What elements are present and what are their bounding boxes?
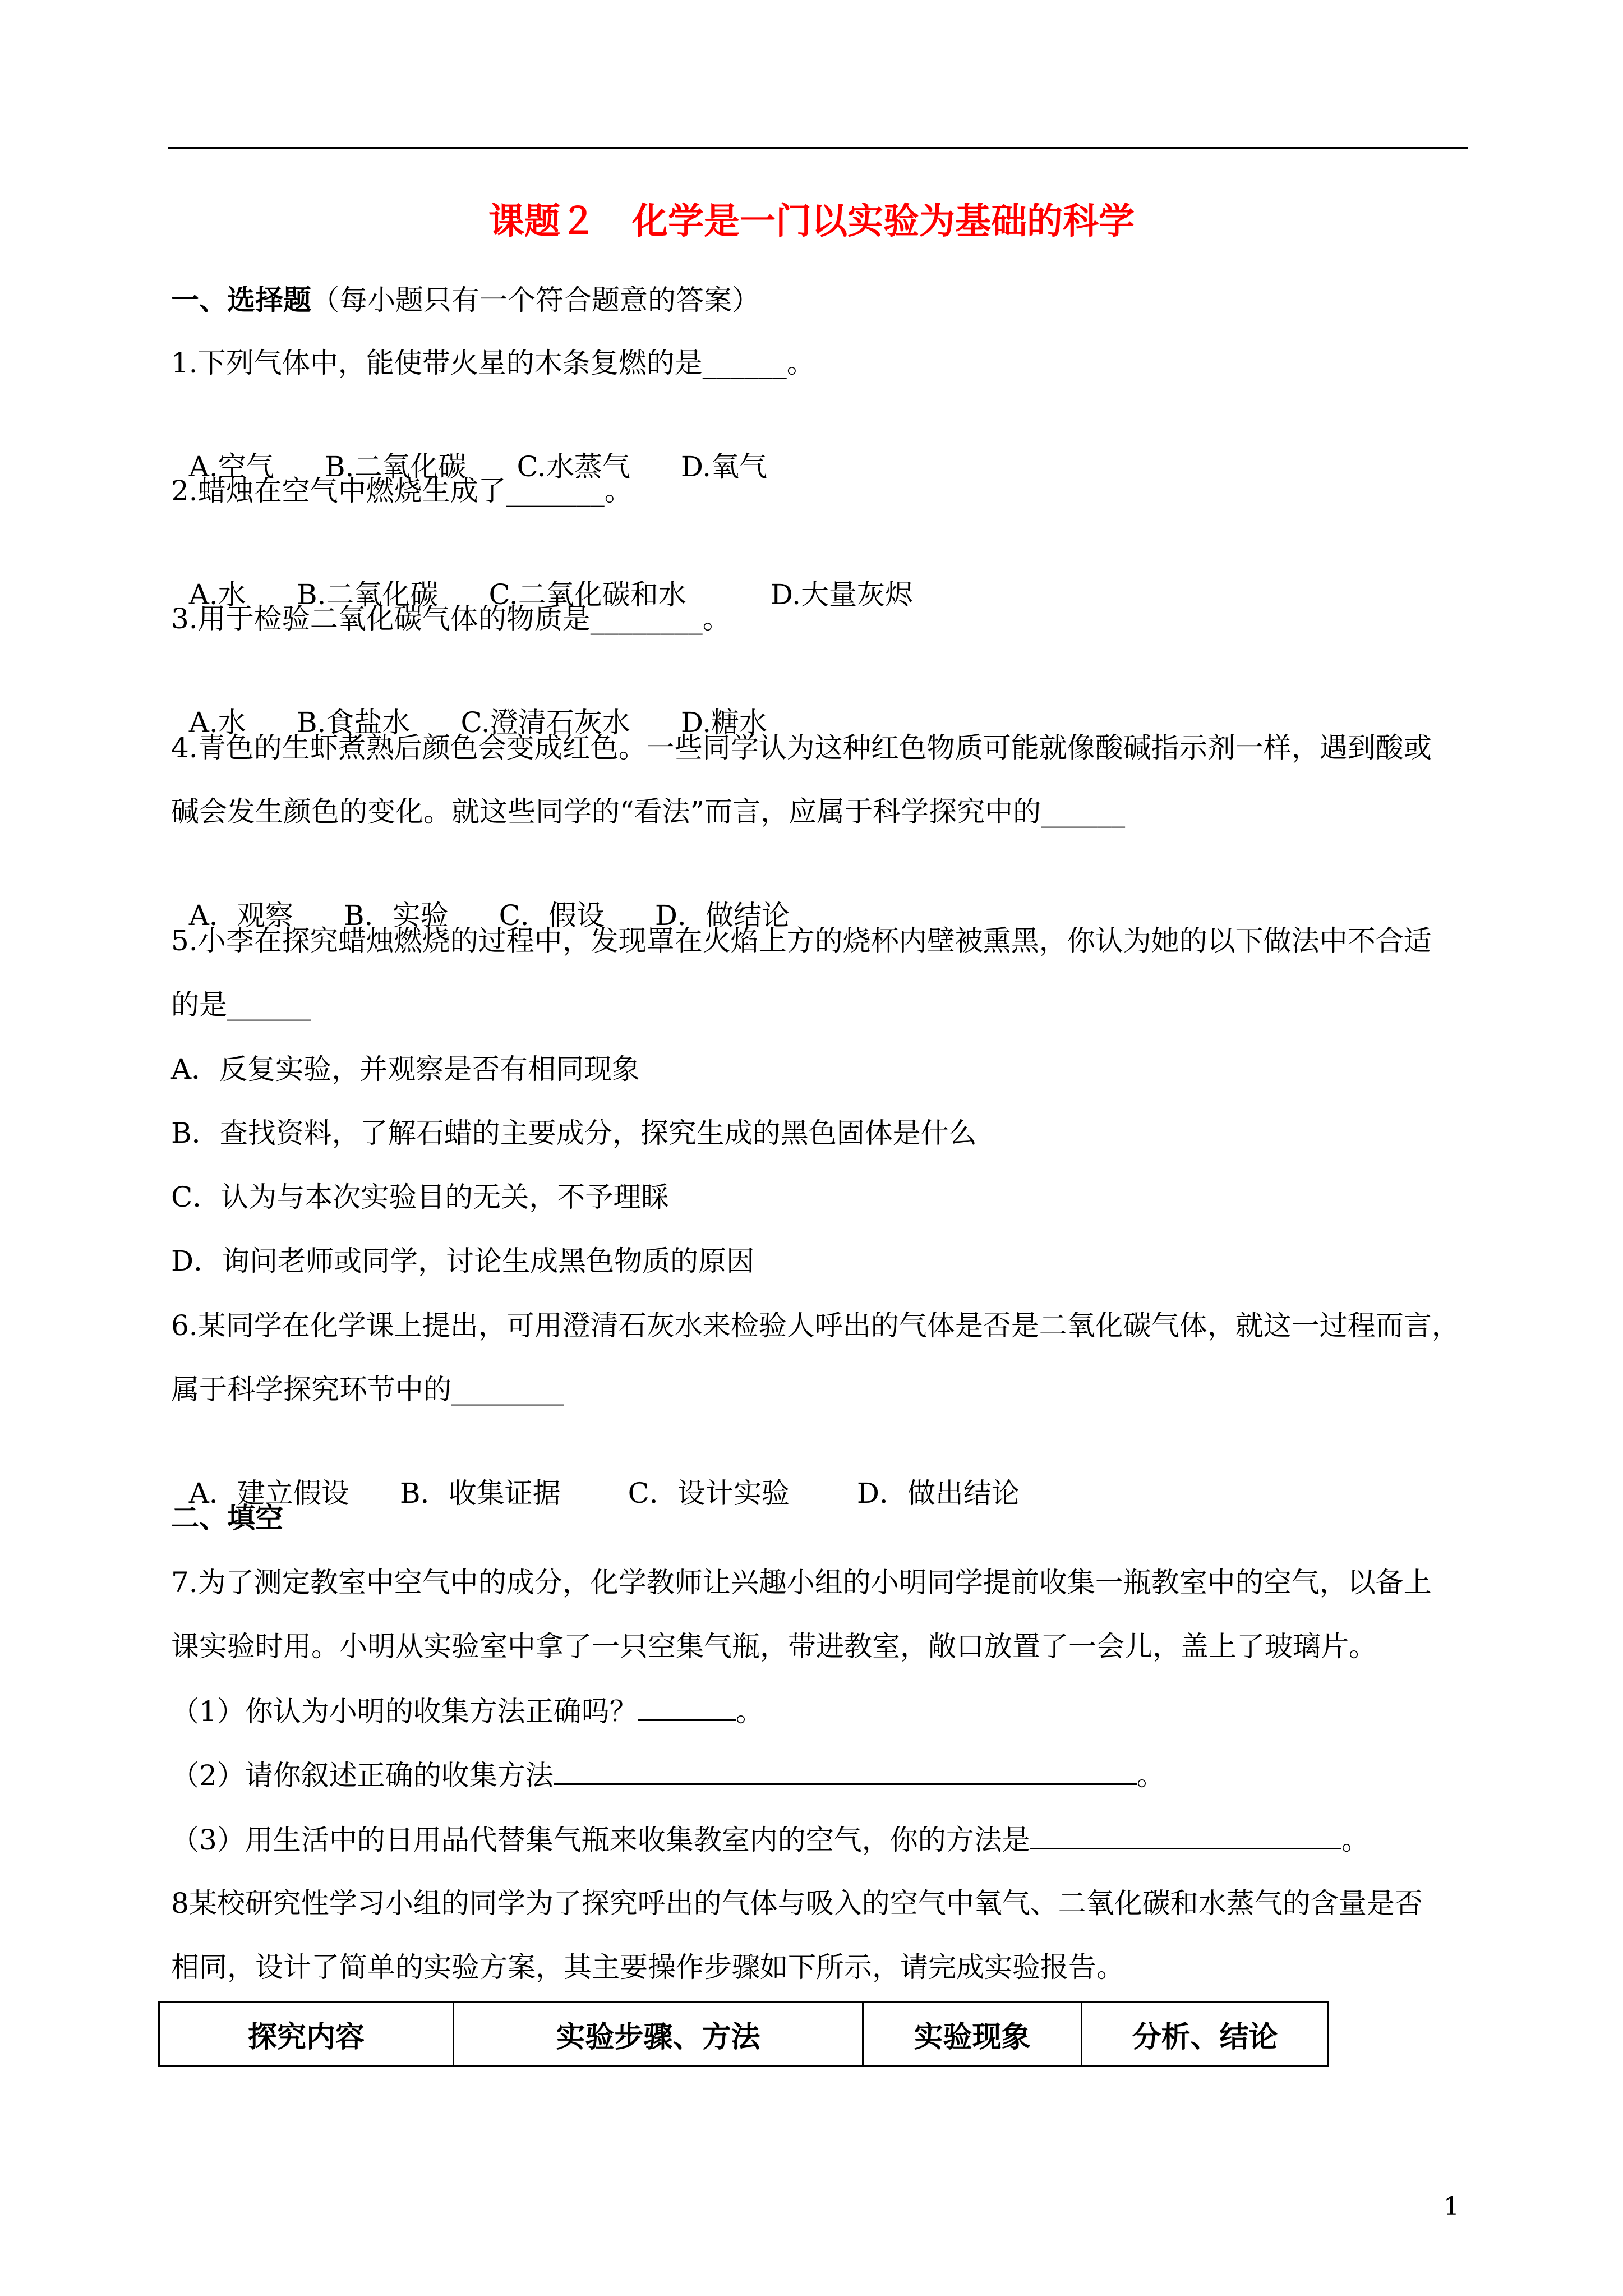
q4-line2: 碱会发生颜色的变化。就这些同学的“看法”而言，应属于科学探究中的______ [171,795,1126,828]
q1-option-c: C.水蒸气 [517,450,630,483]
section1-heading: 一、选择题 [171,283,311,316]
q4-option-c: C．假设 [499,899,605,932]
q6-line1: 6.某同学在化学课上提出，可用澄清石灰水来检验人呼出的气体是否是二氧化碳气体，就这一过程而言， [171,1309,1460,1342]
q7-sub2-end: 。 [1136,1759,1165,1792]
q7-sub3: （3）用生活中的日用品代替集气瓶来收集教室内的空气，你的方法是 [171,1824,1030,1856]
q3-option-b: B.食盐水 [296,706,411,739]
q5-line2: 的是______ [171,988,311,1021]
q7-sub1-line [171,1691,764,1731]
q6-option-a: A．建立假设 [188,1477,349,1510]
table-header-row [159,2003,1329,2066]
q7-sub2: （2）请你叙述正确的收集方法 [171,1759,554,1792]
q7-sub1-end: 。 [735,1695,764,1728]
experiment-report-table [158,2001,1329,2067]
q4-option-b: B．实验 [343,899,449,932]
q4-option-d: D．做结论 [654,899,790,932]
q6-option-c: C．设计实验 [628,1477,790,1510]
q2-option-b: B.二氧化碳 [296,578,439,611]
q7-line1: 7.为了测定教室中空气中的成分，化学教师让兴趣小组的小明同学提前收集一瓶教室中的空气，以备上 [171,1566,1432,1599]
q1-stem: 1.下列气体中，能使带火星的木条复燃的是______。 [171,347,815,379]
q2-option-a: A.水 [188,578,246,611]
q7-sub3-blank[interactable] [1030,1820,1341,1849]
page-number: 1 [1444,2192,1459,2221]
q1-option-a: A.空气 [188,450,274,483]
q7-sub3-end: 。 [1341,1824,1370,1856]
q7-line2: 课实验时用。小明从实验室中拿了一只空集气瓶，带进教室，敞口放置了一会儿，盖上了玻璃片。 [171,1630,1377,1663]
table-header-cell: 分析、结论 [1082,2003,1329,2066]
q8-line2: 相同，设计了简单的实验方案，其主要操作步骤如下所示，请完成实验报告。 [171,1951,1124,1984]
table-header-cell: 实验现象 [863,2003,1082,2066]
q4-line1: 4.青色的生虾煮熟后颜色会变成红色。一些同学认为这种红色物质可能就像酸碱指示剂一样，遇到酸或 [171,731,1432,764]
q3-option-d: D.糖水 [680,706,768,739]
q7-sub2-line [171,1755,1165,1795]
q5-option-c: C．认为与本次实验目的无关，不予理睬 [171,1181,670,1213]
table-header-cell: 实验步骤、方法 [454,2003,863,2066]
q5-option-a: A．反复实验，并观察是否有相同现象 [171,1053,640,1085]
q5-line1: 5.小李在探究蜡烛燃烧的过程中，发现罩在火焰上方的烧杯内壁被熏黑，你认为她的以下做法中不合适 [171,924,1432,957]
q6-option-d: D．做出结论 [856,1477,1020,1510]
header-rule [168,147,1468,149]
q2-stem: 2.蜡烛在空气中燃烧生成了_______。 [171,475,633,507]
q3-option-a: A.水 [188,706,246,739]
q6-line2: 属于科学探究环节中的________ [171,1373,564,1406]
section1-heading-line [171,280,760,320]
q3-stem: 3.用于检验二氧化碳气体的物质是________。 [171,602,731,635]
page-title: 课题２ 化学是一门以实验为基础的科学 [488,200,1135,242]
q1-option-b: B.二氧化碳 [324,450,467,483]
q7-sub3-line [171,1820,1370,1860]
q5-option-d: D．询问老师或同学，讨论生成黑色物质的原因 [171,1245,755,1277]
q1-option-d: D.氧气 [680,450,768,483]
q5-option-b: B．查找资料，了解石蜡的主要成分，探究生成的黑色固体是什么 [171,1117,977,1149]
section2-heading: 二、填空 [171,1501,283,1534]
q7-sub1: （1）你认为小明的收集方法正确吗？ [171,1695,638,1728]
q2-option-d: D.大量灰烬 [770,578,914,611]
q2-option-c: C.二氧化碳和水 [488,578,686,611]
table-header-cell: 探究内容 [159,2003,454,2066]
section1-note: （每小题只有一个符合题意的答案） [311,284,760,316]
q6-options [171,1434,1070,1513]
q6-option-b: B．收集证据 [399,1477,561,1510]
q7-sub2-blank[interactable] [554,1755,1137,1785]
q8-line1: 8某校研究性学习小组的同学为了探究呼出的气体与吸入的空气中氧气、二氧化碳和水蒸气的含量是否 [171,1887,1423,1920]
q3-option-c: C.澄清石灰水 [460,706,630,739]
q4-option-a: A．观察 [188,899,293,932]
q7-sub1-blank[interactable] [638,1691,736,1721]
